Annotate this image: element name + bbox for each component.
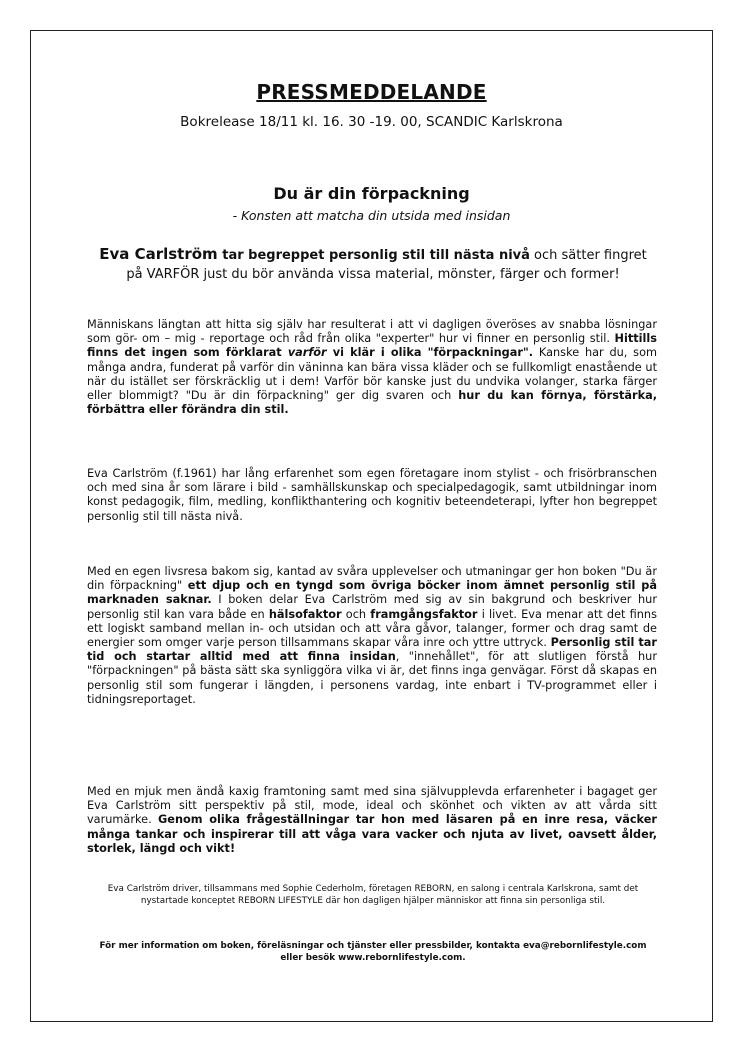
footer-contact: För mer information om boken, föreläsningar och tjänster eller pressbilder, kontakta eva@rebornlifestyle.com eller besök www.rebornlifestyle.com. [99, 941, 647, 963]
text-run: och [341, 607, 371, 621]
lead-text-line2: på VARFÖR just du bör använda vissa material, mönster, färger och former! [126, 267, 620, 282]
bold-run: hur du kan förnya, förstärka, förbättra eller förändra din stil. [87, 389, 657, 417]
text-run: Hittills finns det ingen som förklarat [87, 332, 657, 360]
author-name: Eva Carlström [99, 245, 218, 263]
body-paragraph-4 [87, 785, 657, 856]
book-title: Du är din förpackning [273, 184, 470, 203]
page-title: PRESSMEDDELANDE [256, 80, 487, 104]
text-run: I boken delar Eva Carlström med sig av sin bakgrund och beskriver hur personlig stil kan vara både en [87, 593, 657, 621]
text-run: i livet. Eva menar att det finns ett logiskt samband mellan in- och utsidan och att våra gåvor, talanger, former och drag samt de energier som omger varje person tillsammans skapar våra inre och yttre uttryck. [87, 607, 657, 650]
bold-run: framgångsfaktor [370, 607, 478, 621]
text-run: Med en mjuk men ändå kaxig framtoning samt med sina självupplevda erfarenheter i bagaget ger Eva Carlström sitt perspektiv på stil, mode, ideal och skönhet och vikten av att vårda sitt varumärke. [87, 785, 657, 827]
page-border [30, 30, 713, 1022]
bold-run: Genom olika frågeställningar tar hon med läsaren på en inre resa, väcker många tankar och inspirerar till att våga vara vacker och njuta av livet, oavsett ålder, storlek, längd och vikt! [87, 813, 657, 855]
text-run: Med en egen livsresa bakom sig, kantad av svåra upplevelser och utmaningar ger hon boken "Du är din förpackning" [87, 565, 657, 593]
text-run: Kanske har du, som många andra, funderat på varför din väninna kan bära vissa kläder och se fullkomligt enastående ut när du istället ser förskräcklig ut i dem! Varför bör kanske just du undvika volanger, starka färger eller blommigt? "Du är din förpackning" ger dig svaren och [87, 346, 657, 403]
bold-run: hälsofaktor [268, 607, 342, 621]
bold-run: ett djup och en tyngd som övriga böcker inom ämnet personlig stil på marknaden saknar. [87, 579, 658, 607]
lead-text: och sätter fingret [529, 248, 647, 263]
text-run: , "innehållet", för att slutligen förstå hur "förpackningen" på bästa sätt ska synliggöra vilka vi är, det finns inga genvägar. Först då skapas en personlig stil som fungerar i längden, i personens vardag, inte enbart i TV-programmet eller i tidningsreportaget. [87, 650, 657, 706]
footer-info: Eva Carlström driver, tillsammans med Sophie Cederholm, företagen REBORN, en salong i centrala Karlskrona, samt det nystartade konceptet REBORN LIFESTYLE där hon dagligen hjälper människor att finna sin personliga stil. [107, 884, 639, 906]
body-paragraph-2: Eva Carlström (f.1961) har lång erfarenhet som egen företagare inom stylist - och frisörbranschen och med sina år som lärare i bild - samhällskunskap och specialpedagogik, samt utbildningar inom konst pedagogik, film, medling, konflikthantering och kognitiv beteendeterapi, lyfter hon begreppet personlig stil till nästa nivå. [87, 467, 657, 523]
bold-run: Personlig stil tar tid och startar alltid med att finna insidan [87, 636, 657, 664]
text-run: Människans längtan att hitta sig själv har resulterat i att vi dagligen överöses av snabba lösningar som gör- om – mig - reportage och råd från olika "experter" hur vi finner en personlig stil. [87, 318, 657, 346]
lead-paragraph [60, 245, 686, 284]
body-paragraph-3 [87, 565, 657, 707]
text-run: vi klär i olika "förpackningar". [326, 346, 534, 360]
book-subtitle: - Konsten att matcha din utsida med insidan [232, 208, 511, 223]
release-info: Bokrelease 18/11 kl. 16. 30 -19. 00, SCANDIC Karlskrona [180, 114, 563, 130]
body-paragraph-1 [87, 318, 657, 417]
lead-bold-text: tar begreppet personlig stil till nästa nivå [217, 248, 530, 263]
italic-run: varför [287, 346, 327, 360]
